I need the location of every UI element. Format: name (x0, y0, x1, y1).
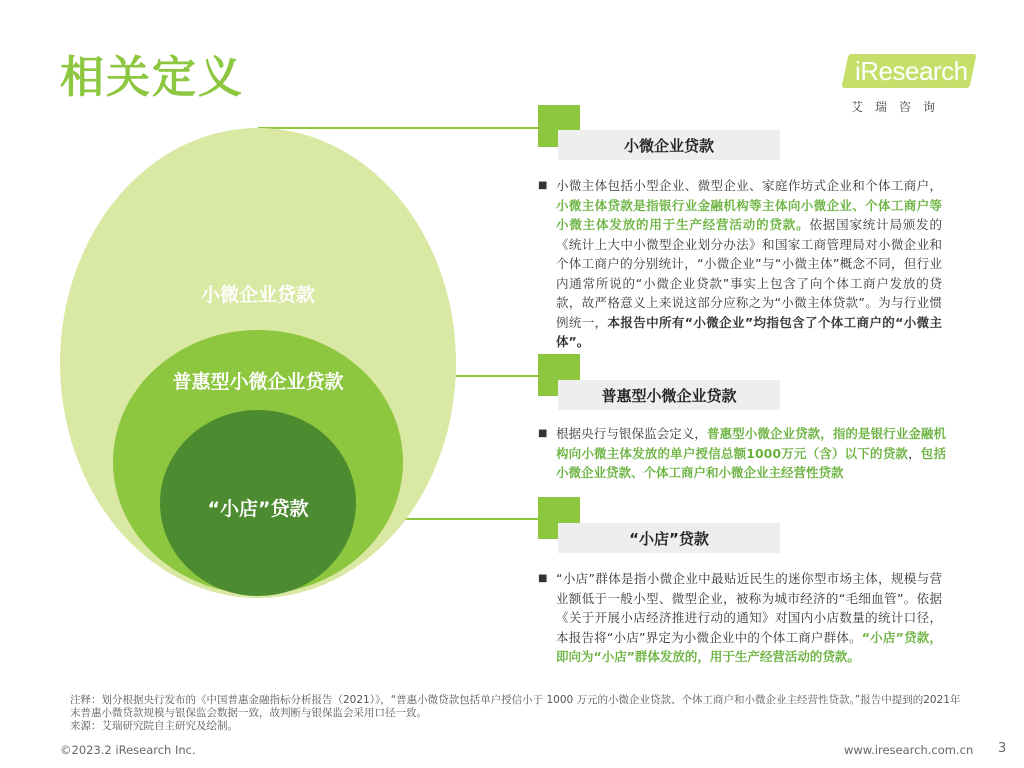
iresearch-logo (845, 50, 975, 120)
section-2-text-2: ， (908, 445, 921, 461)
inner-circle-label: “小店”贷款 (207, 498, 309, 520)
middle-circle-label: 普惠型小微企业贷款 (172, 371, 344, 393)
website-link[interactable]: www.iresearch.com.cn (844, 743, 974, 757)
section-2-highlight-2: 包括小微企业贷款、个体工商户和小微企业主经营性贷款 (556, 445, 946, 480)
section-1-bold: 本报告中所有“小微企业”均指包含了个体工商户的“小微主体”。 (556, 314, 942, 349)
section-2-body (538, 424, 946, 483)
page-number: 3 (998, 741, 1007, 756)
page-title: 相关定义 (60, 52, 244, 103)
section-1-header: 小微企业贷款 (558, 130, 780, 160)
bullet-icon: ■ (538, 573, 548, 584)
section-1-text-2: 依据国家统计局颁发的《统计上大中小微型企业划分办法》和国家工商管理局对小微企业和个体工商户的分别统计，“小微企业”与“小微主体”概念不同，但行业内通常所说的“小微企业贷款”事实上包含了向个体工商户发放的贷款，故严格意义上来说这部分应称之为“小微主体贷款”。为与行业惯例统一， (556, 217, 942, 330)
footnotes (70, 694, 970, 733)
footnote-source: 来源：艾瑞研究院自主研究及绘制。 (70, 720, 238, 732)
bullet-icon: ■ (538, 428, 548, 439)
outer-circle-label: 小微企业贷款 (200, 284, 315, 306)
section-3-body (538, 569, 943, 667)
section-3-header: “小店”贷款 (558, 523, 780, 553)
logo-subtitle: 艾瑞咨询 (851, 100, 948, 114)
bullet-icon: ■ (538, 180, 548, 191)
section-3-highlight: “小店”贷款，即向为“小店”群体发放的，用于生产经营活动的贷款。 (556, 629, 943, 664)
section-1-text-1: 小微主体包括小型企业、微型企业、家庭作坊式企业和个体工商户， (556, 178, 942, 193)
section-2-header: 普惠型小微企业贷款 (558, 380, 780, 410)
logo-wordmark: iResearch (855, 56, 968, 86)
section-2-highlight-1: 普惠型小微企业贷款，指的是银行业金融机构向小微主体发放的单户授信总额1000万元（含）以下的贷款 (556, 426, 946, 461)
copyright: ©2023.2 iResearch Inc. (60, 743, 196, 757)
footnote-note: 注释：划分根据央行发布的《中国普惠金融指标分析报告（2021）》，“普惠小微贷款包括单户授信小于 1000 万元的小微企业贷款、个体工商户和小微企业主经营性贷款。”报告中提到的2021年末普惠小微贷款规模与银保监会数据一致，故判断与银保监会采用口径一致。 (70, 694, 961, 719)
section-2-text-1: 根据央行与银保监会定义， (556, 426, 707, 441)
section-1-highlight: 小微主体贷款是指银行业金融机构等主体向小微企业、个体工商户等小微主体发放的用于生产经营活动的贷款。 (556, 197, 942, 232)
connector-line-1-horizontal (258, 127, 538, 129)
section-3-text-1: “小店”群体是指小微企业中最贴近民生的迷你型市场主体，规模与营业额低于一般小型、微型企业，被称为城市经济的“毛细血管”。依据《关于开展小店经济推进行动的通知》对国内小店数量的统计口径，本报告将“小店”界定为小微企业中的个体工商户群体。 (556, 571, 942, 645)
section-1-body (538, 176, 942, 352)
